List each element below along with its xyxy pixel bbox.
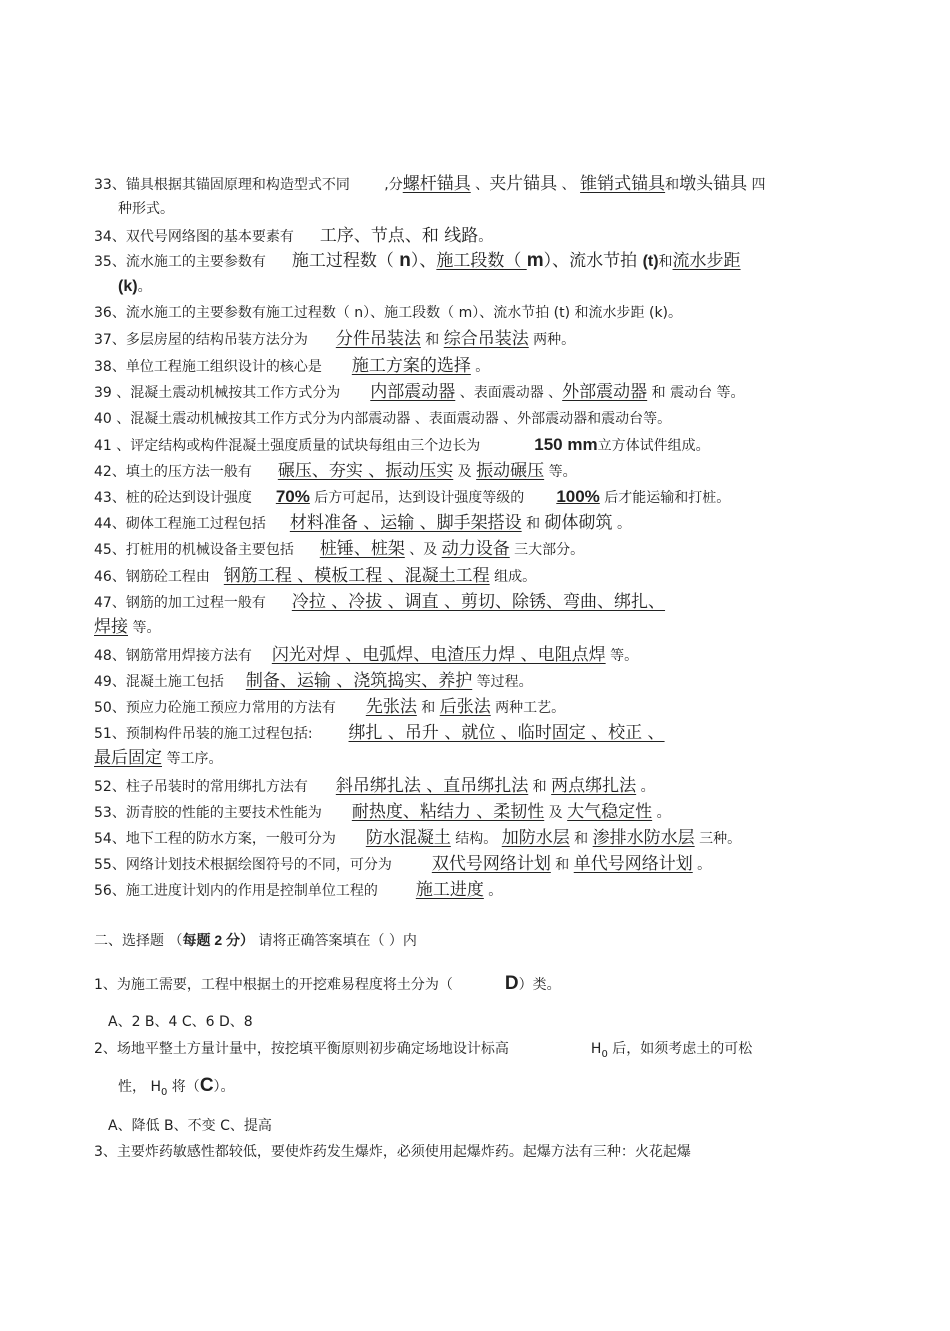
item-49: 49、混凝土施工包括 制备、运输 、浇筑捣实、养护 等过程。 — [94, 671, 533, 691]
item-44: 44、砌体工程施工过程包括 材料准备 、运输 、脚手架搭设 和 砌体砌筑 。 — [94, 513, 631, 533]
item-41: 41 、评定结构或构件混凝土强度质量的试块每组由三个边长为 150 mm立方体试件组成。 — [94, 435, 710, 454]
item-34: 34、双代号网络图的基本要素有 工序、节点、和 线路。 — [94, 226, 493, 246]
question-1: 1、为施工需要，工程中根据土的开挖难易程度将土分为（ D）类。 — [94, 973, 561, 994]
item-40: 40 、混凝土震动机械按其工作方式分为内部震动器 、表面震动器 、外部震动器和震动台等。 — [94, 411, 672, 427]
question-2-cont: 性， $H_0$ 将（C）。 — [118, 1075, 235, 1098]
item-45: 45、打桩用的机械设备主要包括 桩锤、桩架 、及 动力设备 三大部分。 — [94, 539, 585, 559]
item-54: 54、地下工程的防水方案，一般可分为 防水混凝土 结构。 加防水层 和 渗排水防水层 三种。 — [94, 828, 742, 848]
item-35-cont: (k)。 — [118, 278, 152, 295]
item-56: 56、施工进度计划内的作用是控制单位工程的 施工进度 。 — [94, 880, 503, 900]
item-38: 38、单位工程施工组织设计的核心是 施工方案的选择 。 — [94, 356, 490, 376]
item-48: 48、钢筋常用焊接方法有 闪光对焊 、电弧焊、电渣压力焊 、电阻点焊 等。 — [94, 645, 639, 665]
item-47: 47、钢筋的加工过程一般有 冷拉 、冷拔 、调直 、剪切、除锈、弯曲、绑扎、 — [94, 592, 666, 612]
question-1-options: A、2 B、4 C、6 D、8 — [108, 1014, 253, 1030]
item-47-cont: 焊接 等。 — [94, 617, 161, 637]
question-2-options: A、降低 B、不变 C、提高 — [108, 1118, 272, 1134]
item-37: 37、多层房屋的结构吊装方法分为 分件吊装法 和 综合吊装法 两种。 — [94, 329, 576, 349]
item-33: 33、锚具根据其锚固原理和构造型式不同 ,分螺杆锚具 、夹片锚具 、 锥销式锚具和墩头锚具 四 — [94, 174, 766, 194]
item-35: 35、流水施工的主要参数有 施工过程数（ n）、施工段数（ m）、流水节拍 (t)和流水步距 — [94, 250, 741, 271]
question-2: 2、场地平整土方量计量中，按挖填平衡原则初步确定场地设计标高 $H_0$ 后，如须考虑土的可松 — [94, 1041, 753, 1060]
section-heading: 二、选择题 （每题 2 分） 请将正确答案填在（ ）内 — [94, 932, 417, 949]
item-36: 36、流水施工的主要参数有施工过程数（ n）、施工段数（ m）、流水节拍 (t) 和流水步距 (k)。 — [94, 305, 683, 321]
item-39: 39 、混凝土震动机械按其工作方式分为 内部震动器 、表面震动器 、外部震动器 和 震动台 等。 — [94, 382, 745, 402]
item-53: 53、沥青胶的性能的主要技术性能为 耐热度、粘结力 、柔韧性 及 大气稳定性 。 — [94, 802, 671, 822]
item-51: 51、预制构件吊装的施工过程包括: 绑扎 、吊升 、就位 、临时固定 、校正 、 — [94, 723, 665, 743]
item-55: 55、网络计划技术根据绘图符号的不同，可分为 双代号网络计划 和 单代号网络计划 。 — [94, 854, 712, 874]
item-46: 46、钢筋砼工程由 钢筋工程 、模板工程 、混凝土工程 组成。 — [94, 566, 537, 586]
question-3: 3、主要炸药敏感性都较低，要使炸药发生爆炸，必须使用起爆炸药。起爆方法有三种：火花起爆 — [94, 1144, 691, 1160]
item-50: 50、预应力砼施工预应力常用的方法有 先张法 和 后张法 两种工艺。 — [94, 697, 566, 717]
item-52: 52、柱子吊装时的常用绑扎方法有 斜吊绑扎法 、直吊绑扎法 和 两点绑扎法 。 — [94, 776, 655, 796]
item-33-cont: 种形式。 — [118, 201, 174, 217]
item-51-cont: 最后固定 等工序。 — [94, 748, 223, 768]
item-42: 42、填土的压方法一般有 碾压、夯实 、振动压实 及 振动碾压 等。 — [94, 461, 577, 481]
item-43: 43、桩的砼达到设计强度 70% 后方可起吊，达到设计强度等级的 100% 后才能运输和打桩。 — [94, 487, 731, 506]
